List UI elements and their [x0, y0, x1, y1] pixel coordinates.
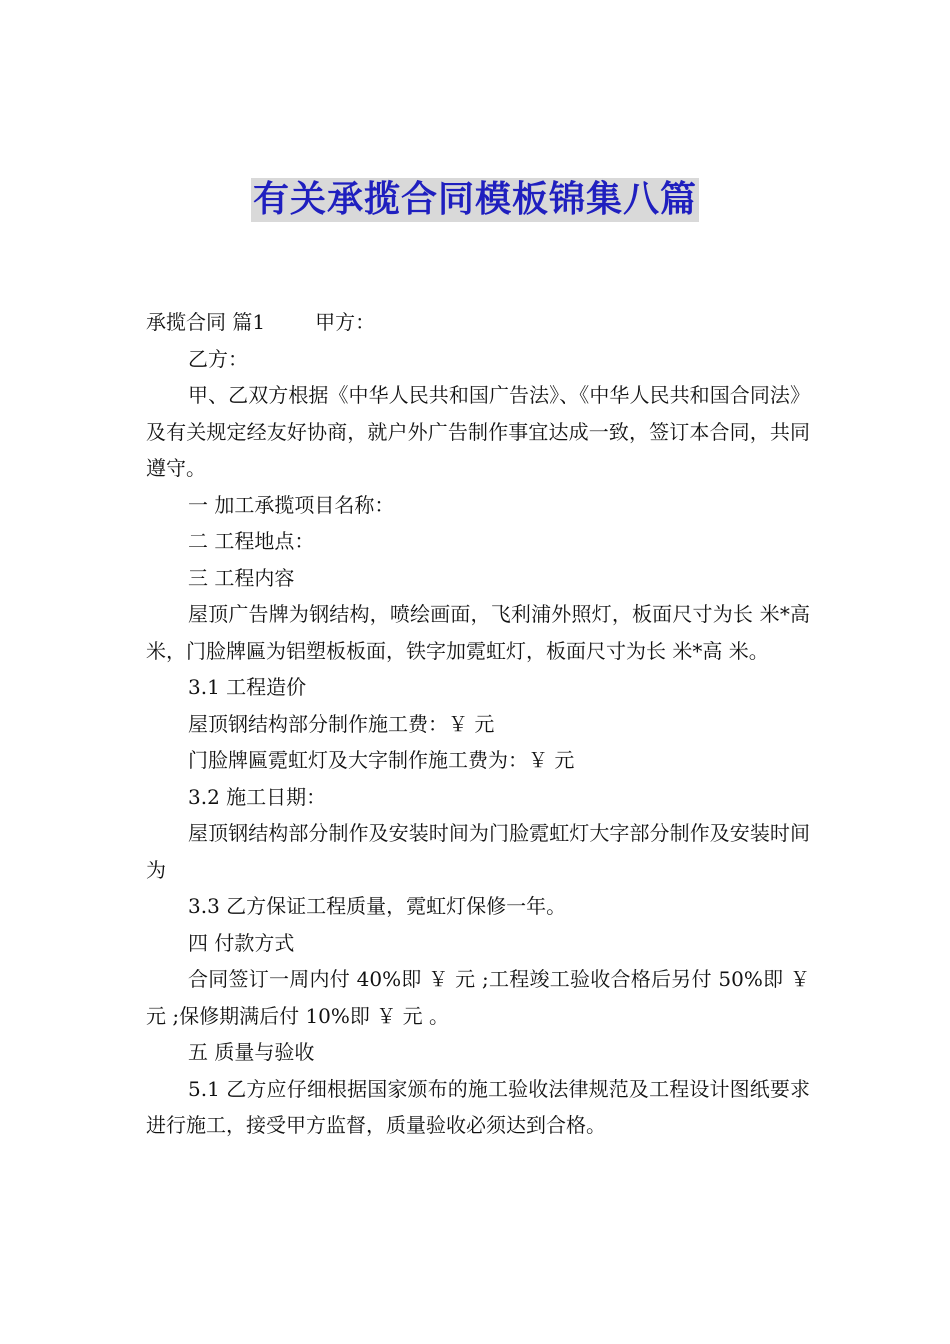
paragraph: 五 质量与验收: [188, 1040, 315, 1064]
paragraph: 乙方：: [188, 346, 248, 371]
paragraph: 3.2 施工日期：: [188, 784, 327, 809]
paragraph: 门脸牌匾霓虹灯及大字制作施工费为：￥ 元: [188, 748, 575, 772]
paragraph: 三 工程内容: [188, 565, 295, 590]
paragraph: 二 工程地点：: [188, 529, 315, 553]
first-line: [146, 304, 810, 341]
title-area: [0, 178, 950, 222]
contract-heading: 承揽合同 篇1: [146, 310, 266, 334]
paragraph: 3.3 乙方保证工程质量，霓虹灯保修一年。: [188, 894, 567, 918]
paragraph: 屋顶钢结构部分制作施工费：￥ 元: [188, 711, 495, 736]
paragraph: 合同签订一周内付 40%即 ￥ 元 ;工程竣工验收合格后另付 50%即 ￥ 元 ;保修期满后付 10%即 ￥ 元 。: [146, 967, 810, 1028]
paragraph: 甲、乙双方根据《中华人民共和国广告法》、《中华人民共和国合同法》及有关规定经友好协商，就户外广告制作事宜达成一致，签订本合同，共同遵守。: [146, 383, 810, 480]
paragraph: 一 加工承揽项目名称：: [188, 492, 395, 517]
paragraph: 5.1 乙方应仔细根据国家颁布的施工验收法律规范及工程设计图纸要求进行施工，接受甲方监督，质量验收必须达到合格。: [146, 1076, 810, 1137]
paragraph: 四 付款方式: [188, 930, 295, 955]
document-body: [146, 304, 810, 1144]
party-a-label: 甲方：: [315, 310, 376, 334]
paragraph: 3.1 工程造价: [188, 675, 307, 699]
paragraph: 屋顶钢结构部分制作及安装时间为门脸霓虹灯大字部分制作及安装时间为: [146, 821, 810, 882]
document-title: 有关承揽合同模板锦集八篇: [252, 179, 697, 220]
paragraph: 屋顶广告牌为钢结构，喷绘画面，飞利浦外照灯，板面尺寸为长 米*高 米，门脸牌匾为铝塑板板面，铁字加霓虹灯，板面尺寸为长 米*高 米。: [146, 602, 810, 663]
